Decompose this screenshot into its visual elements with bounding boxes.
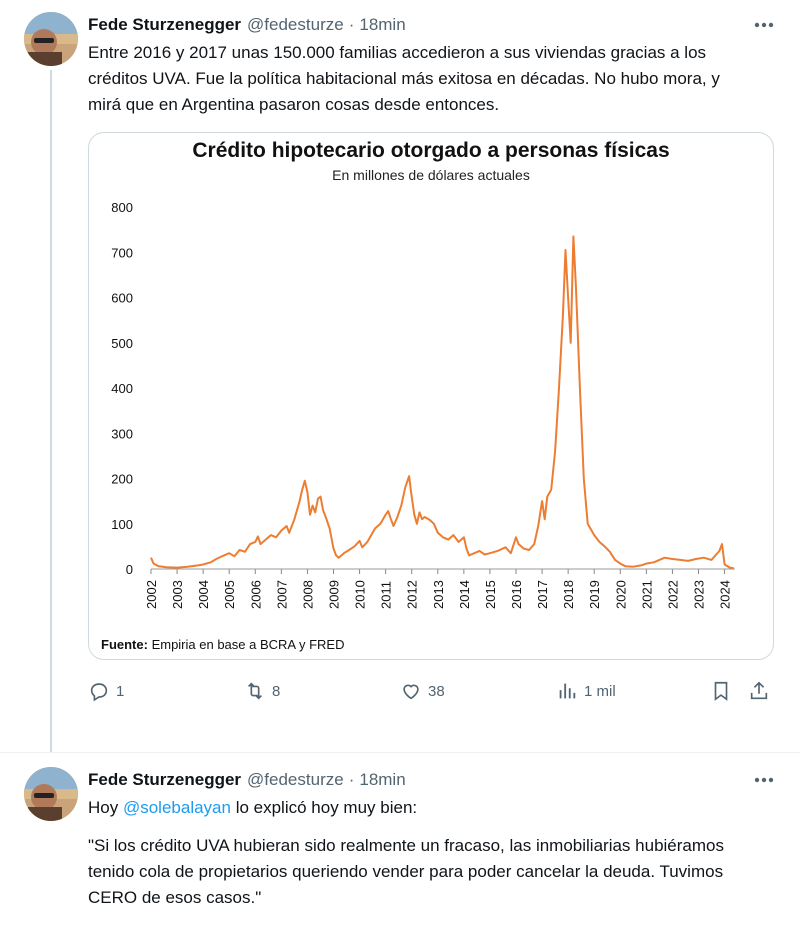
- reply-button[interactable]: [88, 680, 124, 702]
- x-tick-label: 2010: [352, 580, 368, 609]
- line-chart: [89, 133, 774, 660]
- separator: ·: [348, 15, 355, 34]
- avatar[interactable]: [24, 12, 78, 66]
- author-name[interactable]: Fede Sturzenegger: [88, 15, 242, 34]
- x-tick-label: 2005: [222, 580, 238, 609]
- share-icon: [748, 680, 770, 702]
- x-tick-label: 2024: [717, 580, 733, 609]
- like-count: 38: [428, 682, 445, 700]
- heart-icon: [400, 680, 422, 702]
- views-icon: [556, 680, 578, 702]
- x-tick-label: 2019: [587, 580, 603, 609]
- text-after: lo explicó hoy muy bien:: [230, 798, 418, 817]
- x-tick-label: 2008: [300, 580, 316, 609]
- chart-title: Crédito hipotecario otorgado a personas físicas: [192, 139, 670, 162]
- text-before: Hoy: [88, 798, 123, 817]
- tweet-header: [88, 12, 784, 38]
- y-tick-label: 700: [111, 245, 133, 261]
- tweet[interactable]: [0, 752, 800, 938]
- bookmark-icon: [710, 680, 732, 702]
- x-tick-label: 2011: [378, 581, 394, 609]
- tweet-header: [88, 767, 784, 793]
- x-tick-label: 2013: [430, 580, 446, 609]
- tweet-actions: [88, 672, 774, 712]
- more-options-icon[interactable]: [750, 14, 778, 36]
- x-tick-label: 2004: [196, 580, 212, 609]
- tweet-text: [88, 795, 748, 821]
- retweet-count: 8: [272, 682, 281, 700]
- source-text: Empiria en base a BCRA y FRED: [147, 637, 345, 652]
- x-tick-label: 2015: [482, 580, 498, 609]
- y-tick-label: 300: [111, 426, 133, 442]
- views-button[interactable]: [556, 680, 616, 702]
- x-tick-label: 2009: [326, 580, 342, 609]
- y-tick-label: 0: [125, 562, 133, 577]
- x-tick-label: 2016: [509, 580, 524, 609]
- avatar-image: [24, 767, 78, 821]
- x-tick-label: 2003: [170, 580, 186, 609]
- author-name[interactable]: Fede Sturzenegger: [88, 770, 242, 789]
- chart-source: [101, 637, 344, 652]
- x-tick-label: 2018: [561, 580, 577, 609]
- x-tick-label: 2007: [274, 580, 290, 609]
- views-count: 1 mil: [584, 682, 616, 700]
- bookmark-button[interactable]: [710, 680, 732, 702]
- thread-line: [50, 70, 52, 752]
- avatar-image: [24, 12, 78, 66]
- quote-text: "Si los crédito UVA hubieran sido realmente un fracaso, las inmobiliarias hubiéramos tenido cola de propietarios queriendo vender para poder cancelar la deuda. Tuvimos CERO de esos casos.": [88, 836, 724, 907]
- y-tick-label: 200: [111, 471, 133, 487]
- share-button[interactable]: [748, 680, 770, 702]
- avatar[interactable]: [24, 767, 78, 821]
- source-label: Fuente:: [101, 637, 148, 652]
- timestamp[interactable]: 18min: [359, 15, 406, 34]
- x-tick-label: 2012: [404, 580, 420, 609]
- x-tick-label: 2020: [613, 580, 629, 609]
- y-tick-label: 400: [111, 381, 133, 396]
- x-tick-label: 2002: [144, 580, 159, 609]
- chart-card[interactable]: [88, 132, 774, 660]
- y-tick-label: 100: [111, 516, 133, 532]
- y-tick-label: 600: [111, 290, 133, 306]
- x-tick-label: 2014: [456, 580, 472, 609]
- reply-icon: [88, 680, 110, 702]
- chart-subtitle: En millones de dólares actuales: [332, 167, 530, 183]
- more-options-icon[interactable]: [750, 769, 778, 791]
- mention-link[interactable]: @solebalayan: [122, 798, 231, 817]
- retweet-icon: [244, 680, 266, 702]
- separator: ·: [348, 770, 355, 789]
- x-tick-label: 2022: [665, 580, 681, 609]
- tweet-text: Entre 2016 y 2017 unas 150.000 familias accedieron a sus viviendas gracias a los créditos UVA. Fue la política habitacional más exitosa en décadas. No hubo mora, y mirá que en Argentina pasaron cosas desde entonces.: [88, 43, 720, 114]
- x-tick-label: 2023: [691, 580, 707, 609]
- y-tick-label: 500: [111, 335, 133, 351]
- retweet-button[interactable]: [244, 680, 280, 702]
- y-tick-label: 800: [111, 200, 133, 215]
- x-tick-label: 2006: [248, 580, 264, 609]
- reply-count: 1: [116, 682, 125, 700]
- series-line: [151, 236, 734, 568]
- x-tick-label: 2017: [535, 580, 551, 609]
- timestamp[interactable]: 18min: [359, 770, 406, 789]
- x-tick-label: 2021: [639, 580, 655, 609]
- author-handle[interactable]: @fedesturze: [247, 770, 344, 789]
- like-button[interactable]: [400, 680, 445, 702]
- author-handle[interactable]: @fedesturze: [247, 15, 344, 34]
